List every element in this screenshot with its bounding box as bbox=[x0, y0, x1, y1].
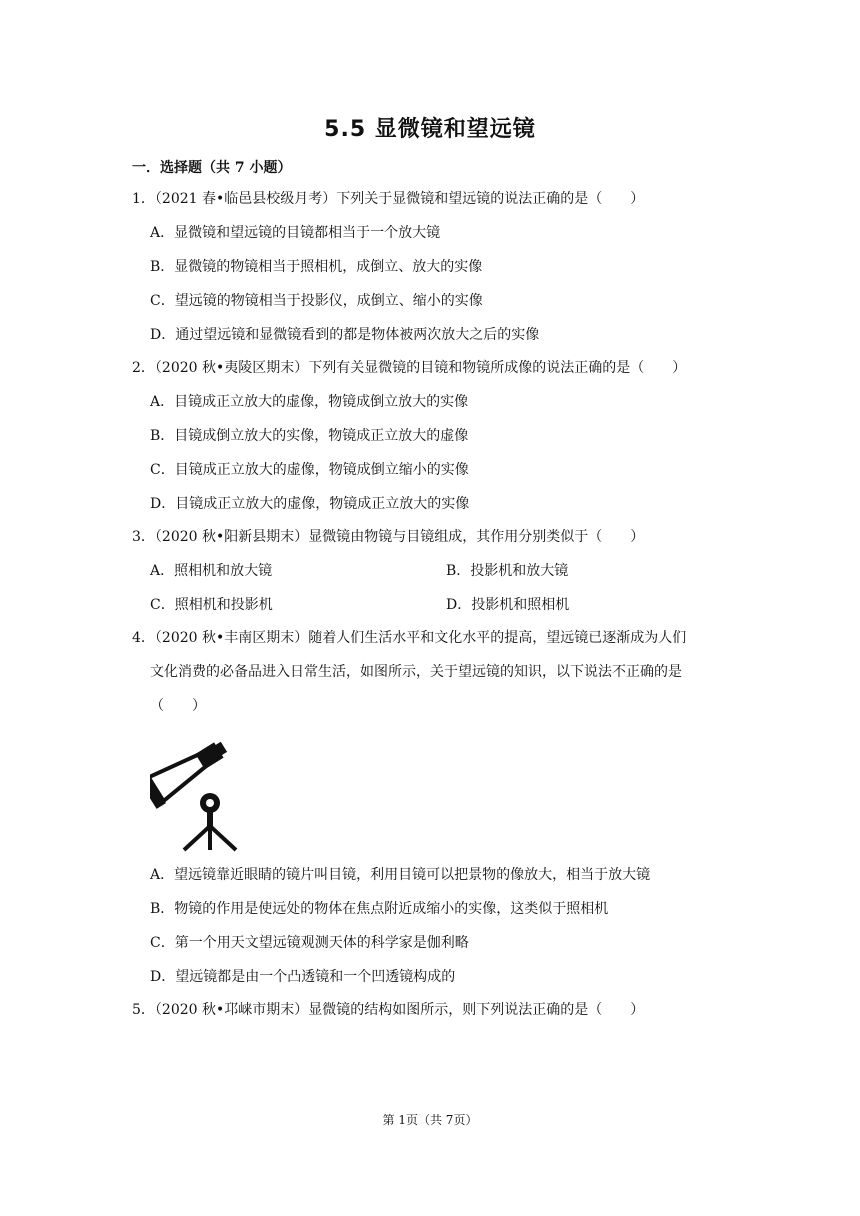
question-4-stem-line-3: （ ） bbox=[150, 698, 206, 714]
question-1-stem: 1．（2021 春•临邑县校级月考）下列关于显微镜和望远镜的说法正确的是（ ） bbox=[132, 191, 645, 207]
question-3-option-c: C．照相机和投影机 bbox=[150, 597, 273, 613]
question-4-option-c: C．第一个用天文望远镜观测天体的科学家是伽利略 bbox=[150, 935, 469, 951]
page-title: 5.5 显微镜和望远镜 bbox=[324, 117, 536, 142]
question-4-option-b: B．物镜的作用是使远处的物体在焦点附近成缩小的实像，这类似于照相机 bbox=[150, 901, 609, 917]
question-2-option-d: D．目镜成正立放大的虚像，物镜成正立放大的实像 bbox=[150, 496, 470, 512]
question-1-option-c: C．望远镜的物镜相当于投影仪，成倒立、缩小的实像 bbox=[150, 293, 483, 309]
question-4-option-d: D．望远镜都是由一个凸透镜和一个凹透镜构成的 bbox=[150, 969, 456, 985]
section-heading: 一．选择题（共 7 小题） bbox=[132, 160, 292, 176]
question-3-stem: 3．（2020 秋•阳新县期末）显微镜由物镜与目镜组成，其作用分别类似于（ ） bbox=[132, 529, 645, 545]
question-3-option-d: D．投影机和照相机 bbox=[446, 597, 570, 613]
question-2-option-b: B．目镜成倒立放大的实像，物镜成正立放大的虚像 bbox=[150, 428, 469, 444]
question-1-option-a: A．显微镜和望远镜的目镜都相当于一个放大镜 bbox=[150, 225, 441, 241]
question-4-option-a: A．望远镜靠近眼睛的镜片叫目镜，利用目镜可以把景物的像放大，相当于放大镜 bbox=[150, 867, 651, 883]
question-2-stem: 2．（2020 秋•夷陵区期末）下列有关显微镜的目镜和物镜所成像的说法正确的是（ ） bbox=[132, 360, 687, 376]
page-footer: 第 1页（共 7页） bbox=[382, 1113, 478, 1127]
question-2-option-a: A．目镜成正立放大的虚像，物镜成倒立放大的实像 bbox=[150, 394, 469, 410]
question-1-option-d: D．通过望远镜和显微镜看到的都是物体被两次放大之后的实像 bbox=[150, 327, 540, 343]
telescope-icon bbox=[150, 726, 246, 852]
question-4-stem-line-2: 文化消费的必备品进入日常生活，如图所示，关于望远镜的知识，以下说法不正确的是 bbox=[150, 664, 682, 680]
question-5-stem: 5．（2020 秋•邛崃市期末）显微镜的结构如图所示，则下列说法正确的是（ ） bbox=[132, 1002, 645, 1018]
question-2-option-c: C．目镜成正立放大的虚像，物镜成倒立缩小的实像 bbox=[150, 462, 469, 478]
question-4-stem-line-1: 4．（2020 秋•丰南区期末）随着人们生活水平和文化水平的提高，望远镜已逐渐成为人们 bbox=[132, 630, 687, 646]
question-1-option-b: B．显微镜的物镜相当于照相机，成倒立、放大的实像 bbox=[150, 259, 483, 275]
question-3-option-b: B．投影机和放大镜 bbox=[446, 563, 569, 579]
question-3-option-a: A．照相机和放大镜 bbox=[150, 563, 273, 579]
